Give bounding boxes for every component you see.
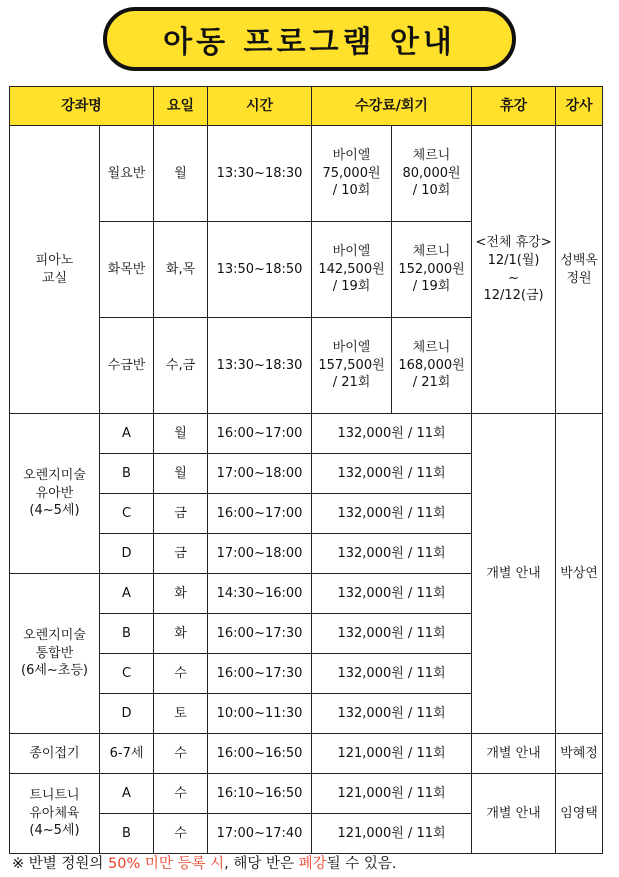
fee-cell: 132,000원 / 11회 [312,574,472,614]
header-row [10,87,603,126]
class-cell: D [100,694,154,734]
day-cell: 화,목 [154,222,208,318]
fee-cell: 체르니 168,000원 / 21회 [392,318,472,414]
day-cell: 수,금 [154,318,208,414]
fee-cell: 132,000원 / 11회 [312,494,472,534]
class-cell: 화목반 [100,222,154,318]
table-row [10,734,603,774]
time-cell: 16:00~16:50 [208,734,312,774]
time-cell: 13:30~18:30 [208,318,312,414]
fee-cell: 121,000원 / 11회 [312,774,472,814]
header-holiday: 휴강 [472,87,556,126]
fee-cell: 바이엘 142,500원 / 19회 [312,222,392,318]
time-cell: 13:50~18:50 [208,222,312,318]
holiday-piano: <전체 휴강> 12/1(월) ~ 12/12(금) [472,126,556,414]
course-origami: 종이접기 [10,734,100,774]
class-cell: 수금반 [100,318,154,414]
class-cell: A [100,574,154,614]
day-cell: 금 [154,494,208,534]
day-cell: 수 [154,654,208,694]
day-cell: 토 [154,694,208,734]
page-title: 아동 프로그램 안내 [103,7,516,71]
holiday-origami: 개별 안내 [472,734,556,774]
class-cell: B [100,614,154,654]
class-cell: C [100,494,154,534]
fee-cell: 바이엘 75,000원 / 10회 [312,126,392,222]
class-cell: D [100,534,154,574]
time-cell: 10:00~11:30 [208,694,312,734]
table-row [10,774,603,814]
time-cell: 17:00~18:00 [208,454,312,494]
day-cell: 월 [154,414,208,454]
fee-cell: 체르니 152,000원 / 19회 [392,222,472,318]
header-teacher: 강사 [556,87,603,126]
table-row [10,126,603,222]
course-piano: 피아노 교실 [10,126,100,414]
header-day: 요일 [154,87,208,126]
header-time: 시간 [208,87,312,126]
class-cell: B [100,814,154,854]
header-fee: 수강료/회기 [312,87,472,126]
time-cell: 13:30~18:30 [208,126,312,222]
time-cell: 16:10~16:50 [208,774,312,814]
course-art-toddler: 오렌지미술 유아반 (4~5세) [10,414,100,574]
fee-cell: 121,000원 / 11회 [312,814,472,854]
teacher-pe: 임영택 [556,774,603,854]
time-cell: 16:00~17:00 [208,494,312,534]
holiday-pe: 개별 안내 [472,774,556,854]
holiday-art: 개별 안내 [472,414,556,734]
fee-cell: 132,000원 / 11회 [312,414,472,454]
fee-cell: 121,000원 / 11회 [312,734,472,774]
day-cell: 수 [154,774,208,814]
day-cell: 화 [154,614,208,654]
teacher-origami: 박혜정 [556,734,603,774]
class-cell: A [100,414,154,454]
time-cell: 16:00~17:30 [208,614,312,654]
class-cell: A [100,774,154,814]
class-cell: 6-7세 [100,734,154,774]
fee-cell: 132,000원 / 11회 [312,534,472,574]
header-course: 강좌명 [10,87,154,126]
time-cell: 16:00~17:00 [208,414,312,454]
time-cell: 14:30~16:00 [208,574,312,614]
class-cell: B [100,454,154,494]
fee-cell: 132,000원 / 11회 [312,654,472,694]
teacher-piano: 성백옥 정원 [556,126,603,414]
footer-note: ※ 반별 정원의 50% 미만 등록 시, 해당 반은 폐강될 수 있음. [12,856,397,872]
time-cell: 16:00~17:30 [208,654,312,694]
course-pe: 트니트니 유아체육 (4~5세) [10,774,100,854]
day-cell: 수 [154,814,208,854]
day-cell: 금 [154,534,208,574]
fee-cell: 132,000원 / 11회 [312,454,472,494]
class-cell: C [100,654,154,694]
day-cell: 월 [154,454,208,494]
fee-cell: 132,000원 / 11회 [312,614,472,654]
day-cell: 월 [154,126,208,222]
program-table [9,86,603,854]
time-cell: 17:00~18:00 [208,534,312,574]
class-cell: 월요반 [100,126,154,222]
fee-cell: 체르니 80,000원 / 10회 [392,126,472,222]
table-row [10,414,603,454]
time-cell: 17:00~17:40 [208,814,312,854]
day-cell: 화 [154,574,208,614]
fee-cell: 132,000원 / 11회 [312,694,472,734]
course-art-integrated: 오렌지미술 통합반 (6세~초등) [10,574,100,734]
fee-cell: 바이엘 157,500원 / 21회 [312,318,392,414]
teacher-art: 박상연 [556,414,603,734]
day-cell: 수 [154,734,208,774]
